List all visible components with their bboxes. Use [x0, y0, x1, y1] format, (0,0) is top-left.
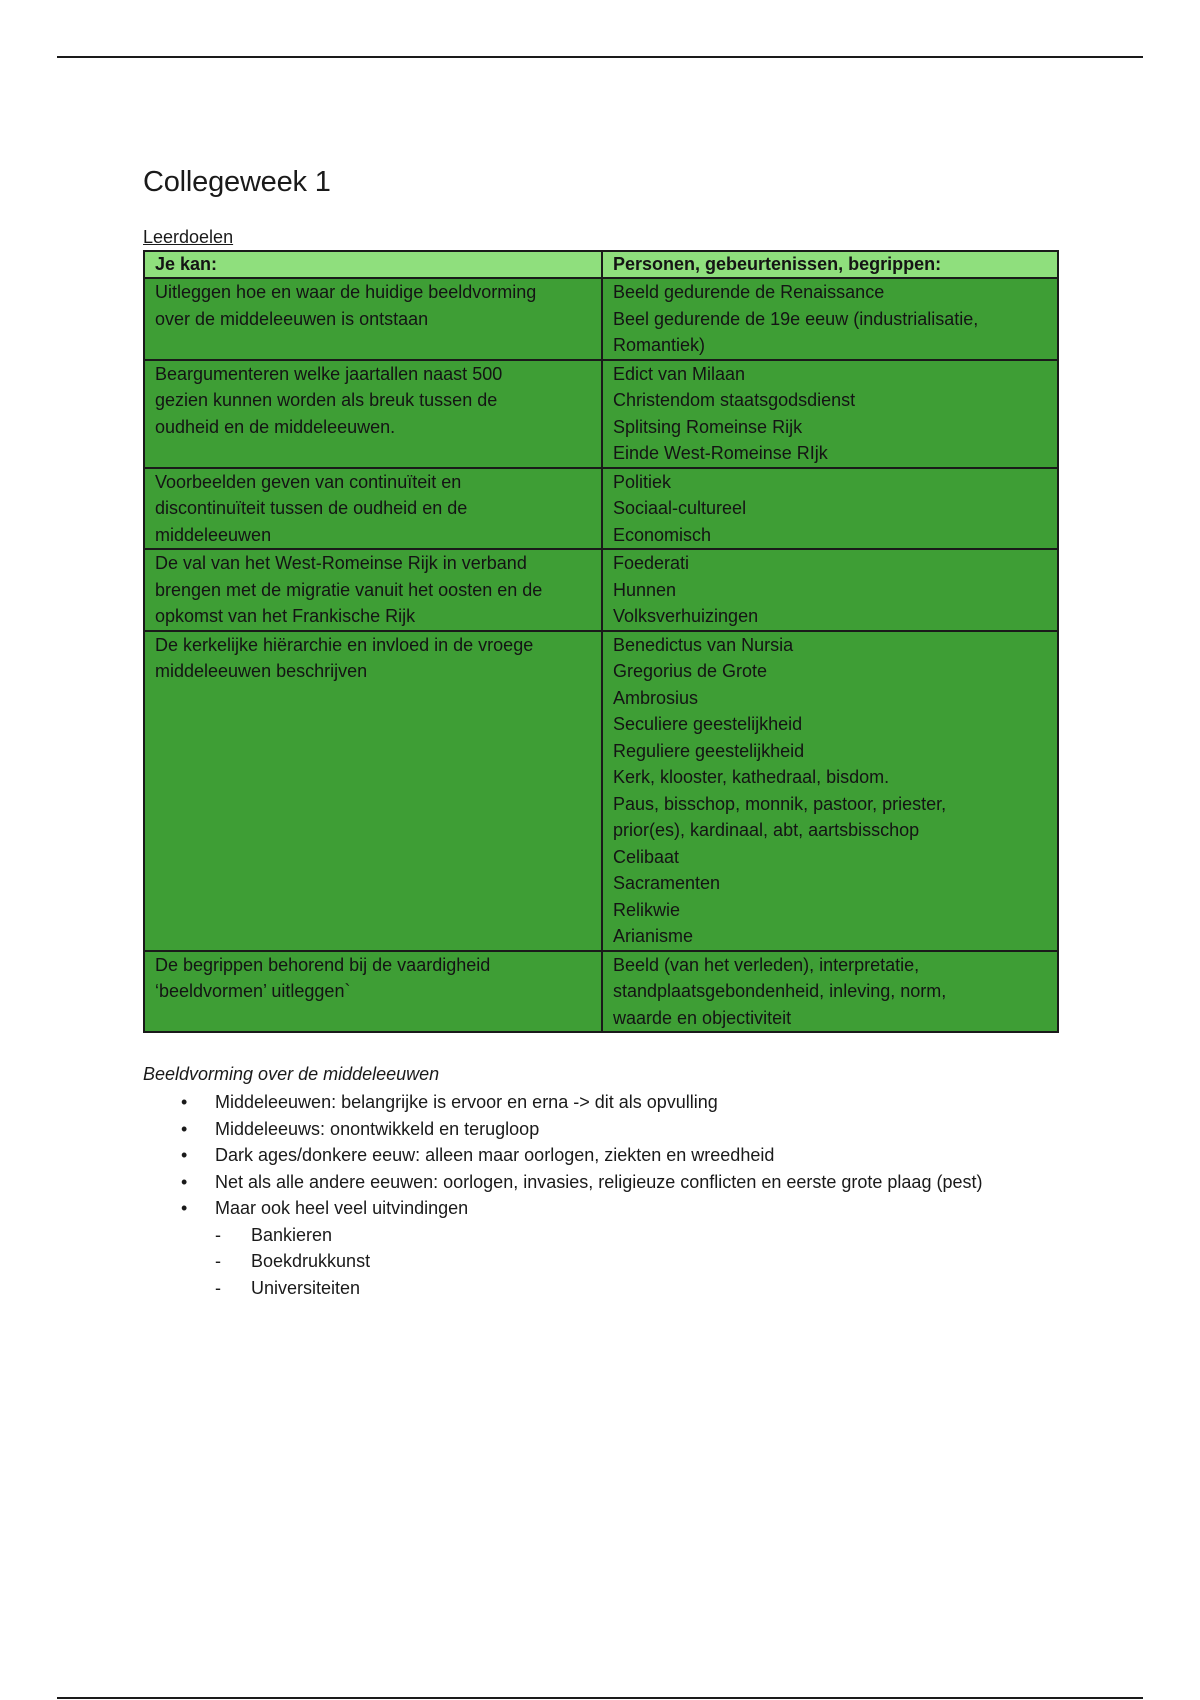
topics-cell	[602, 631, 1058, 951]
cell-line: over de middeleeuwen is ontstaan	[155, 308, 429, 329]
cell-line: Splitsing Romeinse Rijk	[613, 416, 803, 437]
cell-line: Economisch	[613, 524, 712, 545]
cell-line: Benedictus van Nursia	[613, 634, 794, 655]
cell-line: Romantiek)	[613, 335, 706, 355]
cell-line: discontinuïteit tussen de oudheid en de	[155, 498, 468, 518]
page-content	[143, 166, 1063, 1301]
notes-subheading: Beeldvorming over de middeleeuwen	[143, 1064, 440, 1084]
cell-line: Politiek	[613, 471, 672, 492]
section-label-leerdoelen: Leerdoelen	[143, 227, 234, 247]
cell-line: waarde en objectiviteit	[613, 1007, 792, 1028]
cell-line: Kerk, klooster, kathedraal, bisdom.	[613, 767, 890, 787]
goal-cell	[144, 951, 602, 1033]
topics-cell	[602, 468, 1058, 550]
table-row	[144, 549, 1058, 631]
table-header-row	[144, 251, 1058, 278]
sublist-item: - Universiteiten	[251, 1275, 1063, 1302]
cell-line: Relikwie	[613, 899, 681, 920]
list-item: • Net als alle andere eeuwen: oorlogen, invasies, religieuze conflicten en eerste grote plaag (pest)	[215, 1169, 1063, 1196]
cell-line: Hunnen	[613, 579, 677, 600]
table-row	[144, 468, 1058, 550]
page-bottom-rule	[57, 1697, 1143, 1699]
cell-line: Arianisme	[613, 926, 694, 946]
inventions-sublist	[215, 1222, 1063, 1302]
cell-line: Einde West-Romeinse RIjk	[613, 443, 828, 463]
cell-line: De begrippen behorend bij de vaardigheid	[155, 954, 491, 975]
cell-line: prior(es), kardinaal, abt, aartsbisschop	[613, 820, 920, 840]
list-item: • Dark ages/donkere eeuw: alleen maar oorlogen, ziekten en wreedheid	[215, 1142, 1063, 1169]
cell-line: middeleeuwen	[155, 524, 272, 545]
learning-goals-table	[143, 250, 1059, 1033]
cell-line: Sociaal-cultureel	[613, 498, 747, 518]
cell-line: Beeld (van het verleden), interpretatie,	[613, 954, 920, 975]
cell-line: brengen met de migratie vanuit het oosten en de	[155, 579, 543, 600]
cell-line: Reguliere geestelijkheid	[613, 740, 805, 761]
header-cell-right: Personen, gebeurtenissen, begrippen:	[602, 251, 1058, 278]
header-cell-left: Je kan:	[144, 251, 602, 278]
topics-cell	[602, 951, 1058, 1033]
goal-cell	[144, 631, 602, 951]
cell-line: Beargumenteren welke jaartallen naast 500	[155, 363, 503, 384]
page-top-rule	[57, 56, 1143, 58]
cell-line: Foederati	[613, 553, 690, 573]
cell-line: Beel gedurende de 19e eeuw (industrialisatie,	[613, 308, 979, 329]
list-item: • Middeleeuws: onontwikkeld en terugloop	[215, 1116, 1063, 1143]
cell-line: Seculiere geestelijkheid	[613, 714, 803, 734]
cell-line: opkomst van het Frankische Rijk	[155, 606, 416, 626]
cell-line: ‘beeldvormen’ uitleggen`	[155, 981, 351, 1001]
cell-line: Paus, bisschop, monnik, pastoor, priester,	[613, 793, 947, 814]
table-row	[144, 278, 1058, 360]
sublist-item: - Bankieren	[251, 1222, 1063, 1249]
cell-line: Sacramenten	[613, 873, 721, 893]
cell-line: De kerkelijke hiërarchie en invloed in de vroege	[155, 634, 534, 655]
topics-cell	[602, 360, 1058, 468]
goal-cell	[144, 468, 602, 550]
topics-cell	[602, 549, 1058, 631]
cell-line: oudheid en de middeleeuwen.	[155, 416, 396, 437]
notes-bullet-list	[143, 1089, 1063, 1301]
cell-line: Voorbeelden geven van continuïteit en	[155, 471, 462, 492]
cell-line: Beeld gedurende de Renaissance	[613, 282, 885, 302]
goal-cell	[144, 549, 602, 631]
page-title: Collegeweek 1	[143, 166, 331, 198]
sublist-item: - Boekdrukkunst	[251, 1248, 1063, 1275]
table-row	[144, 631, 1058, 951]
cell-line: Ambrosius	[613, 687, 699, 708]
topics-cell	[602, 278, 1058, 360]
cell-line: gezien kunnen worden als breuk tussen de	[155, 390, 498, 410]
cell-line: Christendom staatsgodsdienst	[613, 390, 856, 410]
cell-line: middeleeuwen beschrijven	[155, 661, 368, 681]
cell-line: Gregorius de Grote	[613, 661, 768, 681]
table-row	[144, 360, 1058, 468]
cell-line: Celibaat	[613, 846, 680, 867]
table-row	[144, 951, 1058, 1033]
cell-line: Uitleggen hoe en waar de huidige beeldvorming	[155, 282, 537, 302]
cell-line: Edict van Milaan	[613, 363, 746, 384]
cell-line: De val van het West-Romeinse Rijk in verband	[155, 553, 527, 573]
goal-cell	[144, 278, 602, 360]
cell-line: Volksverhuizingen	[613, 606, 759, 626]
list-item: • Middeleeuwen: belangrijke is ervoor en erna -> dit als opvulling	[215, 1089, 1063, 1116]
cell-line: standplaatsgebondenheid, inleving, norm,	[613, 981, 947, 1001]
list-item-text: Maar ook heel veel uitvindingen	[215, 1198, 469, 1218]
goal-cell	[144, 360, 602, 468]
list-item-inventions	[215, 1195, 1063, 1301]
